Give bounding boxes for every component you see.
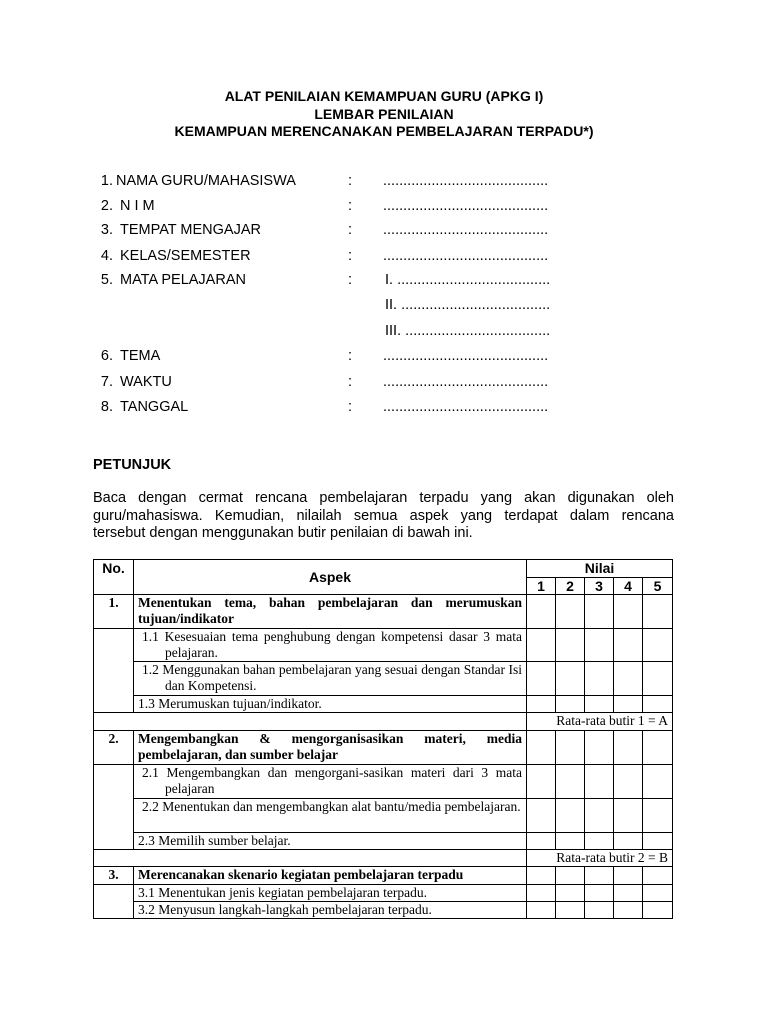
section-heading-petunjuk: PETUNJUK [93,457,172,473]
field-blank-mapel-1[interactable]: I. ...................................... [385,272,551,288]
field-blank[interactable]: ......................................... [383,348,549,364]
header-nilai: Nilai [527,560,673,578]
field-tema [93,346,673,366]
group-number: 1. [94,595,134,629]
group-title: Merencanakan skenario kegiatan pembelajaran terpadu [134,867,527,885]
group-title: Menentukan tema, bahan pembelajaran dan merumuskan tujuan/indikator [134,595,527,629]
field-blank[interactable]: ......................................... [383,374,549,390]
score-cell[interactable] [527,731,556,765]
table-row [94,629,673,662]
doc-title-line1: ALAT PENILAIAN KEMAMPUAN GURU (APKG I) [224,88,544,104]
score-cell[interactable] [614,833,643,850]
field-blank[interactable]: ......................................... [383,222,549,238]
score-cell[interactable] [527,867,556,885]
score-cell[interactable] [585,799,614,833]
table-row [94,765,673,799]
score-cell[interactable] [614,867,643,885]
field-colon: : [348,198,353,214]
field-colon: : [348,272,353,288]
score-cell[interactable] [556,885,585,902]
field-tempat-mengajar [93,220,673,240]
empty-no-cell [94,696,134,713]
score-cell[interactable] [556,662,585,696]
doc-title-line2: LEMBAR PENILAIAN [314,106,454,122]
score-cell[interactable] [643,799,673,833]
field-label: TANGGAL [120,399,189,415]
table-row [94,799,673,833]
score-cell[interactable] [643,629,673,662]
empty-no-cell [94,833,134,850]
field-number: 3. [100,222,113,238]
score-cell[interactable] [643,867,673,885]
score-cell[interactable] [556,833,585,850]
table-row [94,662,673,696]
score-cell[interactable] [585,696,614,713]
header-score-1: 1 [527,578,556,595]
header-score-4: 4 [614,578,643,595]
score-cell[interactable] [585,833,614,850]
score-cell[interactable] [614,629,643,662]
group-number: 2. [94,731,134,765]
field-number: 8. [100,399,113,415]
score-cell[interactable] [527,765,556,799]
field-label: TEMA [120,348,161,364]
field-colon: : [348,399,353,415]
aspect-item: 3.1 Menentukan jenis kegiatan pembelajaran terpadu. [134,885,527,902]
table-row-average [94,850,673,867]
table-row-average [94,713,673,731]
score-cell[interactable] [556,867,585,885]
empty-cell [94,713,527,731]
score-cell[interactable] [556,629,585,662]
score-cell[interactable] [527,662,556,696]
score-cell[interactable] [527,799,556,833]
doc-title-line3: KEMAMPUAN MERENCANAKAN PEMBELAJARAN TERPADU*) [174,123,594,139]
instruction-line: Baca dengan cermat rencana pembelajaran terpadu yang akan digunakan oleh [93,490,674,506]
field-number: 7. [100,374,113,390]
score-cell[interactable] [643,885,673,902]
score-cell[interactable] [614,731,643,765]
score-cell[interactable] [585,765,614,799]
field-nim [93,196,673,216]
score-cell[interactable] [614,696,643,713]
empty-no-cell [94,662,134,696]
score-cell[interactable] [527,629,556,662]
score-cell[interactable] [585,902,614,919]
field-number: 1. [100,173,113,189]
field-colon: : [348,348,353,364]
field-colon: : [348,173,353,189]
empty-cell [94,850,527,867]
field-label: NAMA GURU/MAHASISWA [116,173,296,189]
header-aspek: Aspek [134,560,527,595]
aspect-item: 3.2 Menyusun langkah-langkah pembelajaran terpadu. [134,902,527,919]
score-cell[interactable] [556,902,585,919]
field-blank[interactable]: ......................................... [383,198,549,214]
table-row [94,867,673,885]
score-cell[interactable] [643,902,673,919]
score-cell[interactable] [556,765,585,799]
score-cell[interactable] [643,696,673,713]
field-waktu [93,372,673,392]
table-row [94,731,673,765]
score-cell[interactable] [527,595,556,629]
table-row [94,902,673,919]
header-no: No. [94,560,134,595]
instruction-line: guru/mahasiswa. Kemudian, nilailah semua aspek yang terdapat dalam rencana [93,507,674,524]
score-cell[interactable] [527,696,556,713]
group-number: 3. [94,867,134,885]
instruction-line: tersebut dengan menggunakan butir penilaian di bawah ini. [93,525,473,541]
average-label: Rata-rata butir 2 = B [527,850,673,867]
score-cell[interactable] [585,885,614,902]
aspect-item: 1.1 Kesesuaian tema penghubung dengan kompetensi dasar 3 mata pelajaran. [134,629,527,662]
empty-no-cell [94,902,134,919]
table-row [94,885,673,902]
score-cell[interactable] [614,595,643,629]
score-cell[interactable] [556,731,585,765]
score-cell[interactable] [614,662,643,696]
field-blank-mapel-2[interactable]: II. ..................................... [385,297,551,313]
empty-no-cell [94,885,134,902]
score-cell[interactable] [527,885,556,902]
field-blank[interactable]: ......................................... [383,173,549,189]
aspect-item: 2.1 Mengembangkan dan mengorgani-sasikan materi dari 3 mata pelajaran [134,765,527,799]
field-colon: : [348,374,353,390]
score-cell[interactable] [643,731,673,765]
field-label: N I M [120,198,155,214]
field-number: 5. [100,272,113,288]
score-cell[interactable] [585,629,614,662]
table-row [94,595,673,629]
field-blank-mapel-3[interactable]: III. .................................... [385,323,551,339]
field-blank[interactable]: ......................................... [383,248,549,264]
score-cell[interactable] [614,799,643,833]
score-cell[interactable] [527,833,556,850]
score-cell[interactable] [614,765,643,799]
empty-no-cell [94,799,134,833]
field-blank[interactable]: ......................................... [383,399,549,415]
header-score-2: 2 [556,578,585,595]
field-nama [93,171,673,191]
aspect-item: 2.3 Memilih sumber belajar. [134,833,527,850]
score-cell[interactable] [585,595,614,629]
group-title: Mengembangkan & mengorganisasikan materi, media pembelajaran, dan sumber belajar [134,731,527,765]
score-cell[interactable] [643,595,673,629]
field-label: KELAS/SEMESTER [120,248,251,264]
instruction-paragraph [93,490,674,543]
aspect-item: 1.3 Merumuskan tujuan/indikator. [134,696,527,713]
field-number: 4. [100,248,113,264]
score-cell[interactable] [556,595,585,629]
score-cell[interactable] [556,799,585,833]
score-cell[interactable] [643,765,673,799]
table-row [94,696,673,713]
empty-no-cell [94,765,134,799]
score-cell[interactable] [585,662,614,696]
score-cell[interactable] [643,662,673,696]
field-colon: : [348,222,353,238]
aspect-item: 2.2 Menentukan dan mengembangkan alat bantu/media pembelajaran. [134,799,527,833]
field-number: 2. [100,198,113,214]
score-cell[interactable] [585,731,614,765]
field-kelas-semester [93,246,673,266]
field-label: TEMPAT MENGAJAR [120,222,261,238]
field-colon: : [348,248,353,264]
table-row [94,833,673,850]
header-score-5: 5 [643,578,673,595]
score-cell[interactable] [614,885,643,902]
score-cell[interactable] [585,867,614,885]
field-tanggal [93,397,673,417]
field-mata-pelajaran [93,270,673,290]
empty-no-cell [94,629,134,662]
aspect-item: 1.2 Menggunakan bahan pembelajaran yang sesuai dengan Standar Isi dan Kompetensi. [134,662,527,696]
assessment-table [93,559,673,919]
average-label: Rata-rata butir 1 = A [527,713,673,731]
field-number: 6. [100,348,113,364]
score-cell[interactable] [614,902,643,919]
field-label: MATA PELAJARAN [120,272,246,288]
header-score-3: 3 [585,578,614,595]
score-cell[interactable] [527,902,556,919]
score-cell[interactable] [643,833,673,850]
score-cell[interactable] [556,696,585,713]
field-label: WAKTU [120,374,172,390]
